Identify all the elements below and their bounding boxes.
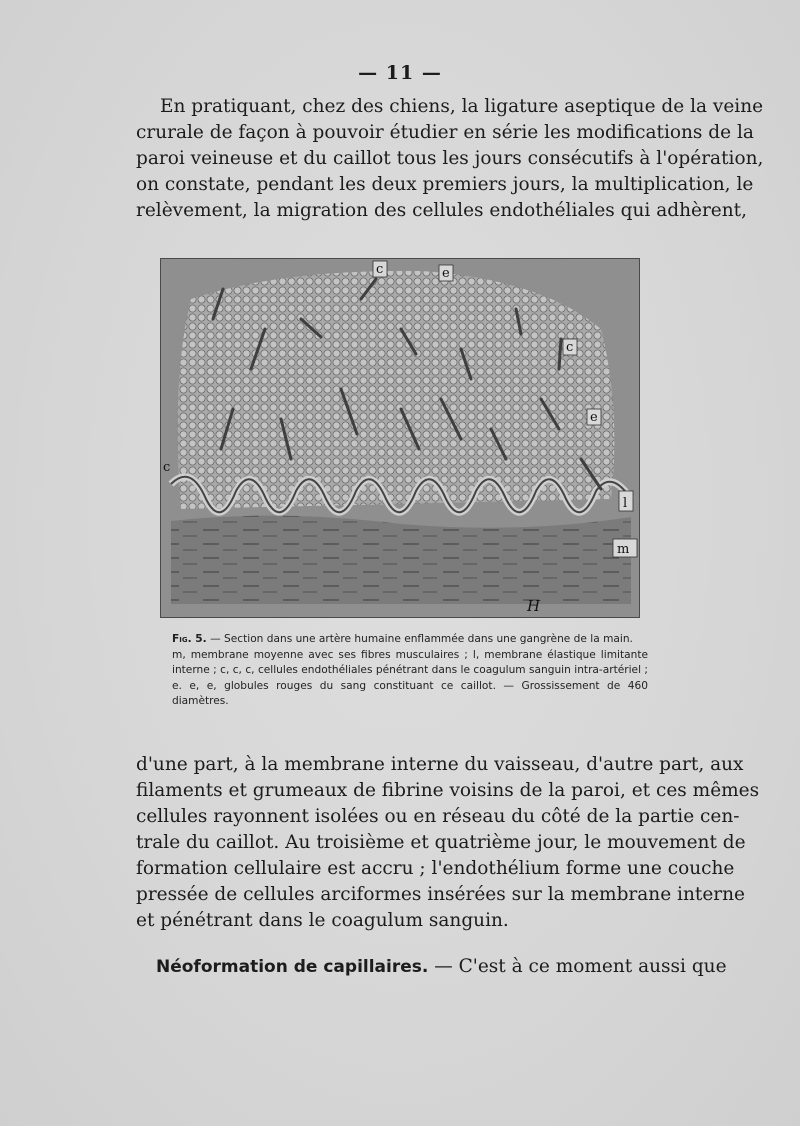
text-line: cellules rayonnent isolées ou en réseau du côté de la partie cen-	[136, 806, 740, 827]
caption-title-text: — Section dans une artère humaine enflammée dans une gangrène de la main.	[210, 633, 633, 645]
text-line: relèvement, la migration des cellules endothéliales qui adhèrent,	[136, 200, 747, 221]
figure-label: c	[566, 340, 574, 355]
paragraph-continuation	[136, 752, 760, 934]
text-line: paroi veineuse et du caillot tous les jours consécutifs à l'opération,	[136, 148, 764, 169]
text-line: d'une part, à la membrane interne du vaisseau, d'autre part, aux	[136, 754, 744, 775]
caption-body: m, membrane moyenne avec ses fibres musculaires ; l, membrane élastique limitante interne ; c, c, c, cellules endothéliales pénétrant dans le coagulum sanguin intra-artériel ; e. e, e, globules rouges du sang constituant ce caillot. — Grossissement de 460 diamètres.	[172, 648, 648, 707]
text-line: on constate, pendant les deux premiers jours, la multiplication, le	[136, 174, 754, 195]
caption-title	[172, 632, 648, 648]
section-heading-title: Néoformation de capillaires.	[156, 957, 429, 977]
figure-caption	[172, 632, 648, 710]
section-heading-text: — C'est à ce moment aussi que	[434, 956, 727, 977]
figure-label: c	[376, 262, 384, 277]
text-line: filaments et grumeaux de fibrine voisins de la paroi, et ces mêmes	[136, 780, 760, 801]
text-line: pressée de cellules arciformes insérées sur la membrane interne	[136, 884, 745, 905]
figure-label: e	[590, 410, 598, 425]
figure-label: c	[163, 460, 171, 475]
text-line: et pénétrant dans le coagulum sanguin.	[136, 910, 509, 931]
figure-label: e	[442, 266, 450, 281]
figure-label: l	[623, 496, 628, 511]
text-line: trale du caillot. Au troisième et quatrième jour, le mouvement de	[136, 832, 746, 853]
figure-illustration	[160, 258, 640, 618]
text-line: formation cellulaire est accru ; l'endothélium forme une couche	[136, 858, 735, 879]
figure-label: m	[617, 542, 630, 557]
page-number: — 11 —	[358, 62, 442, 84]
caption-fig-label: Fig. 5.	[172, 633, 207, 645]
histology-engraving	[161, 259, 639, 617]
text-line: crurale de façon à pouvoir étudier en série les modifications de la	[136, 122, 754, 143]
text-line: En pratiquant, chez des chiens, la ligature aseptique de la veine	[160, 96, 764, 117]
engraver-signature: H	[527, 597, 541, 615]
paragraph-intro	[136, 94, 764, 224]
section-heading	[156, 954, 727, 980]
